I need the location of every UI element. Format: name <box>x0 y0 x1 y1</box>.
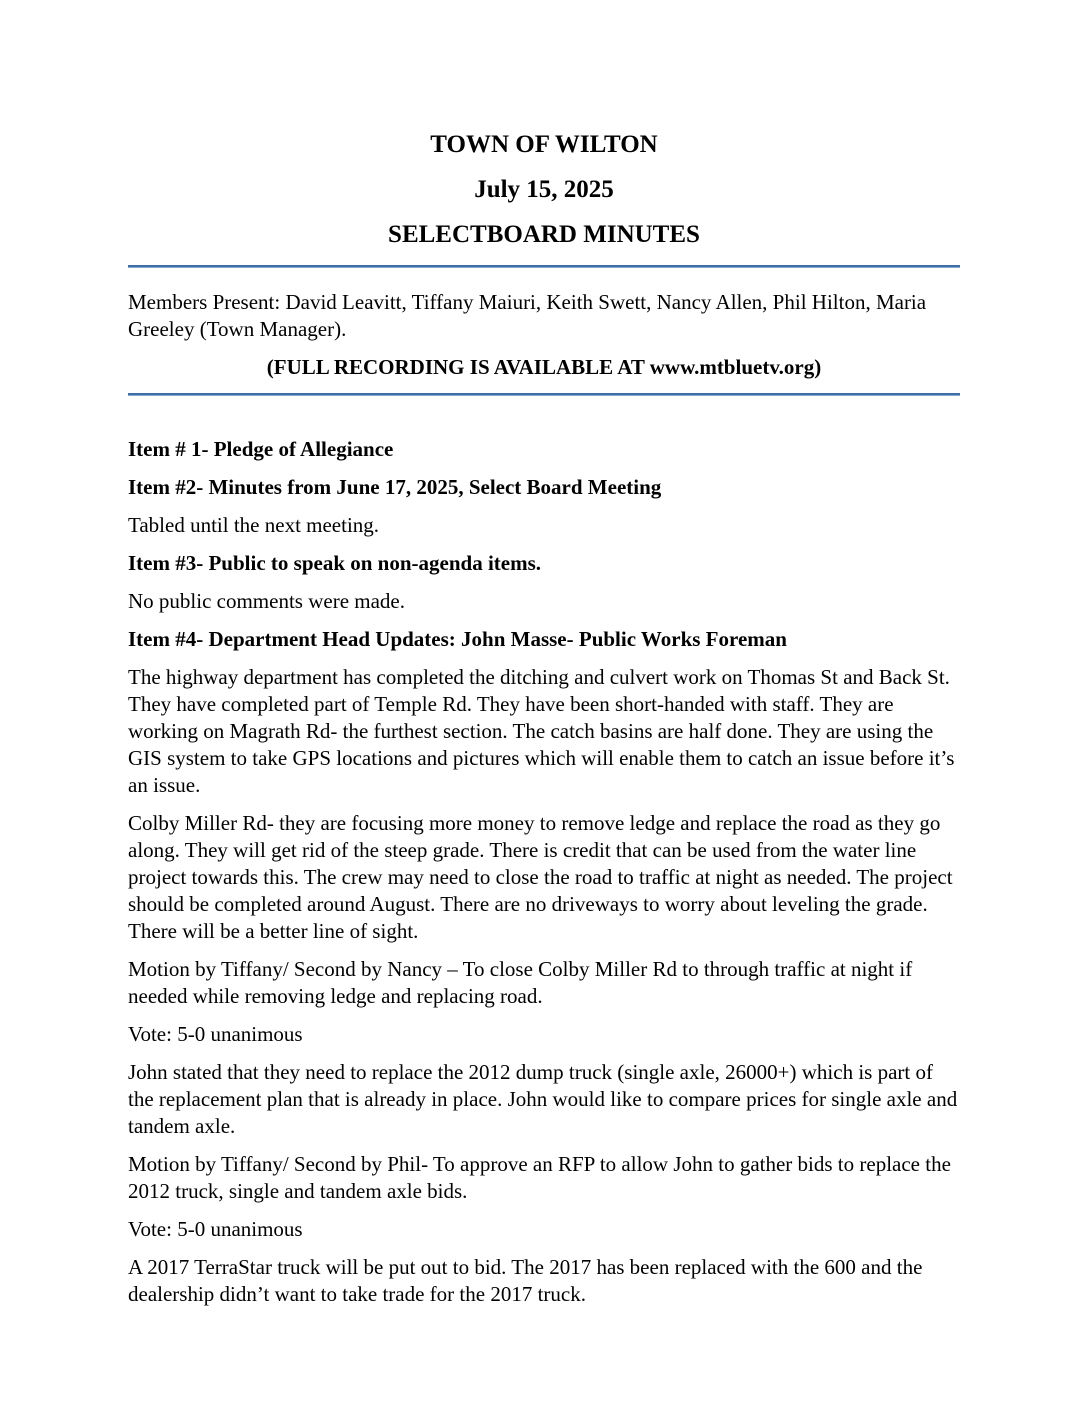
members-present-paragraph: Members Present: David Leavitt, Tiffany Maiuri, Keith Swett, Nancy Allen, Phil Hilton, Maria Greeley (Town Manager). <box>128 290 927 341</box>
item-4-paragraph-highway: The highway department has completed the ditching and culvert work on Thomas St and Back St. They have completed part of Temple Rd. They have been short-handed with staff. They are working on Magrath Rd- the furthest section. The catch basins are half done. They are using the GIS system to take GPS locations and pictures which will enable them to catch an issue before it’s an issue. <box>128 665 955 797</box>
item-4-paragraph-colby-miller: Colby Miller Rd- they are focusing more money to remove ledge and replace the road as they go along. They will get rid of the steep grade. There is credit that can be used from the water line project towards this. The crew may need to close the road to traffic at night as needed. The project should be completed around August. There are no driveways to worry about leveling the grade. There will be a better line of sight. <box>128 811 953 943</box>
document-title: TOWN OF WILTON <box>430 131 658 158</box>
item-2-paragraph: Tabled until the next meeting. <box>128 513 380 537</box>
spacer <box>128 396 960 436</box>
item-4-paragraph-terrastar: A 2017 TerraStar truck will be put out to bid. The 2017 has been replaced with the 600 and the dealership didn’t want to take trade for the 2017 truck. <box>128 1255 923 1306</box>
item-3-heading: Item #3- Public to speak on non-agenda items. <box>128 551 542 575</box>
item-4-motion-rfp: Motion by Tiffany/ Second by Phil- To approve an RFP to allow John to gather bids to replace the 2012 truck, single and tandem axle bids. <box>128 1152 951 1203</box>
item-2-heading: Item #2- Minutes from June 17, 2025, Select Board Meeting <box>128 475 662 499</box>
item-4-paragraph-dump-truck: John stated that they need to replace the 2012 dump truck (single axle, 26000+) which is part of the replacement plan that is already in place. John would like to compare prices for single axle and tandem axle. <box>128 1060 958 1138</box>
divider-rule-top <box>128 265 960 268</box>
item-4-vote-1: Vote: 5-0 unanimous <box>128 1022 303 1046</box>
item-4-motion-close-road: Motion by Tiffany/ Second by Nancy – To close Colby Miller Rd to through traffic at night if needed while removing ledge and replacing road. <box>128 957 913 1008</box>
item-4-heading: Item #4- Department Head Updates: John Masse- Public Works Foreman <box>128 627 787 651</box>
item-3-paragraph: No public comments were made. <box>128 589 405 613</box>
item-4-vote-2: Vote: 5-0 unanimous <box>128 1217 303 1241</box>
document-date: July 15, 2025 <box>474 176 614 203</box>
recording-notice: (FULL RECORDING IS AVAILABLE AT www.mtbluetv.org) <box>266 355 822 379</box>
item-1-heading: Item # 1- Pledge of Allegiance <box>128 437 394 461</box>
document-subtitle: SELECTBOARD MINUTES <box>388 221 700 248</box>
